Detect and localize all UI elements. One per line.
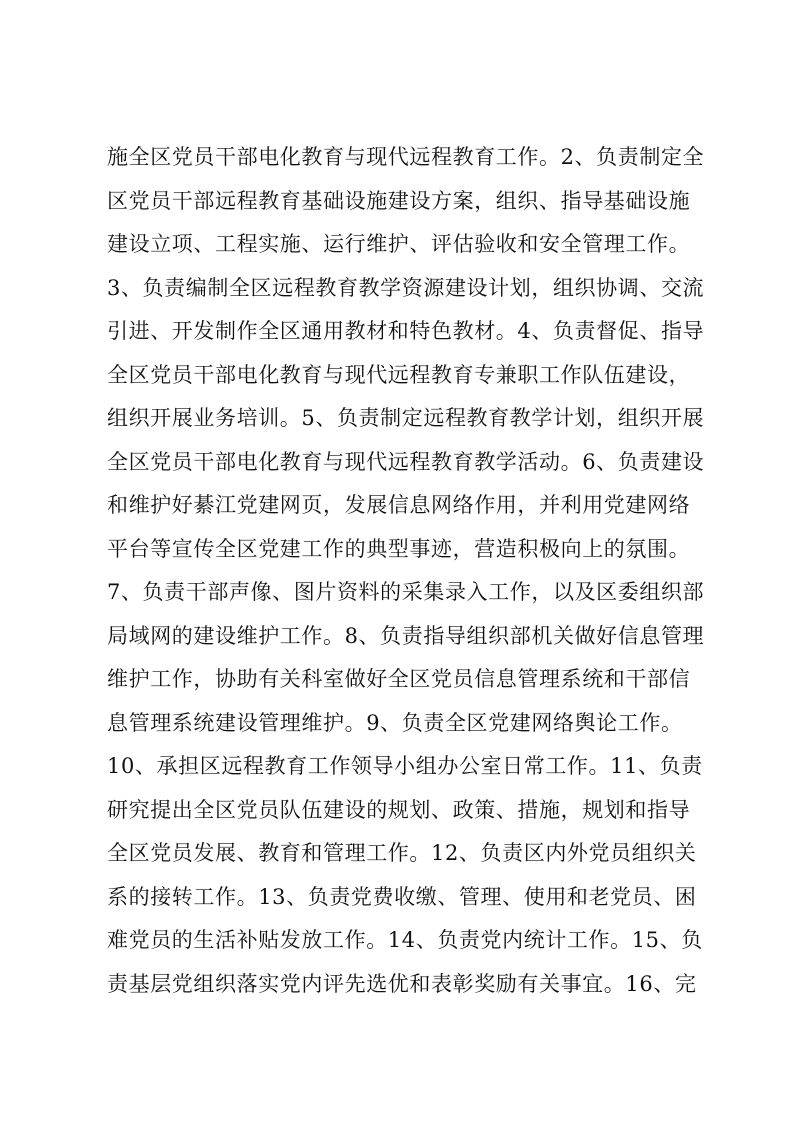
text-line: 系的接转工作。13、负责党费收缴、管理、使用和老党员、困 [107,884,697,909]
text-line: 7、负责干部声像、图片资料的采集录入工作，以及区委组织部 [107,580,705,604]
text-line: 难党员的生活补贴发放工作。14、负责党内统计工作。15、负 [107,928,703,952]
text-line: 区党员干部远程教育基础设施建设方案，组织、指导基础设施 [107,188,691,213]
text-line: 组织开展业务培训。5、负责制定远程教育教学计划，组织开展 [107,406,705,430]
text-line: 维护工作，协助有关科室做好全区党员信息管理系统和干部信 [107,667,691,691]
text-line: 息管理系统建设管理维护。9、负责全区党建网络舆论工作。 [107,710,683,735]
text-line: 责基层党组织落实党内评先选优和表彰奖励有关事宜。16、完 [107,971,697,996]
text-line: 施全区党员干部电化教育与现代远程教育工作。2、负责制定全 [107,145,705,169]
text-line: 引进、开发制作全区通用教材和特色教材。4、负责督促、指导 [107,319,705,343]
text-line: 平台等宣传全区党建工作的典型事迹，营造积极向上的氛围。 [107,536,691,561]
text-line: 全区党员干部电化教育与现代远程教育教学活动。6、负责建设 [107,449,705,474]
body-text [107,136,705,1006]
text-line: 建设立项、工程实施、运行维护、评估验收和安全管理工作。 [107,232,691,256]
text-line: 和维护好綦江党建网页，发展信息网络作用，并利用党建网络 [107,493,691,517]
text-line: 局域网的建设维护工作。8、负责指导组织部机关做好信息管理 [107,623,705,648]
text-line: 研究提出全区党员队伍建设的规划、政策、措施，规划和指导 [107,797,691,822]
text-line: 10、承担区远程教育工作领导小组办公室日常工作。11、负责 [107,754,703,778]
text-line: 全区党员发展、教育和管理工作。12、负责区内外党员组织关 [107,841,697,865]
text-line: 3、负责编制全区远程教育教学资源建设计划，组织协调、交流 [107,275,705,300]
text-line: 全区党员干部电化教育与现代远程教育专兼职工作队伍建设， [107,362,691,387]
